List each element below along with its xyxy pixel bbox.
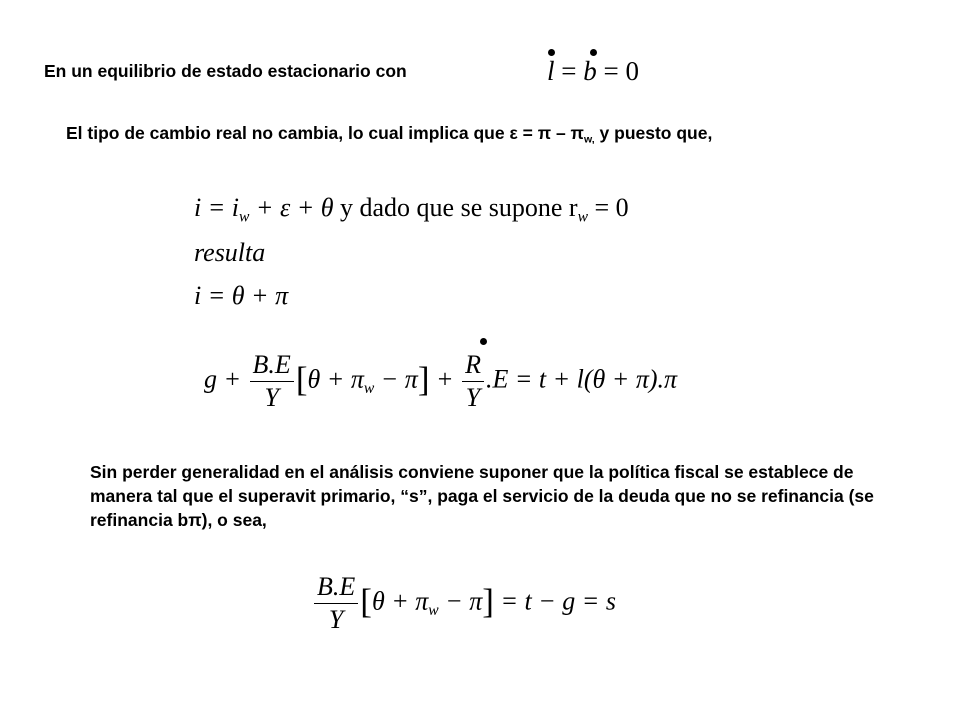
- budget-bracket-tail: − π: [374, 364, 418, 394]
- paragraph-real-exchange: [66, 122, 826, 152]
- steady-state-equation: [547, 58, 639, 85]
- budget-frac2-den: Y: [462, 381, 484, 411]
- budget-bracket-close: ]: [417, 359, 430, 399]
- l-dot-symbol: l: [547, 56, 555, 86]
- surplus-bracket-open: [: [360, 581, 372, 621]
- interest-sub-w: w: [239, 208, 250, 226]
- intro-text: En un equilibrio de estado estacionario con: [44, 61, 407, 81]
- budget-equation: [204, 352, 677, 411]
- surplus-fraction-be-y: [314, 574, 358, 633]
- paragraph1-text-after: y puesto que,: [594, 123, 713, 143]
- budget-fraction-be-y: [250, 352, 294, 411]
- interest-rhs: + ε + θ: [249, 193, 334, 222]
- paragraph1-formula-sub: w,: [583, 133, 595, 146]
- interest-r-rhs: = 0: [587, 193, 629, 222]
- paragraph1-text-before: El tipo de cambio real no cambia, lo cual implica que: [66, 123, 510, 143]
- budget-fraction-r-y: [462, 352, 484, 411]
- paragraph-fiscal-policy: Sin perder generalidad en el análisis conviene suponer que la política fiscal se establece de manera tal que el superavit primario, “s”, paga el servicio de la deuda que no se refinancia (se refinancia bπ), o sea,: [90, 462, 874, 530]
- surplus-frac-den: Y: [314, 603, 358, 633]
- interest-lhs: i = i: [194, 193, 239, 222]
- surplus-equation: [312, 574, 616, 633]
- interest-r-sub: w: [577, 208, 588, 226]
- budget-plus: +: [429, 364, 461, 394]
- equals-zero: = 0: [596, 56, 639, 86]
- surplus-bracket-close: ]: [482, 581, 494, 621]
- surplus-bracket-sub: w: [428, 601, 439, 619]
- budget-frac2-num: R: [465, 350, 481, 379]
- dot-over-l-icon: [548, 49, 555, 56]
- budget-frac1-num: B.E: [252, 350, 291, 379]
- equals-sign: =: [554, 56, 584, 86]
- surplus-bracket-content: θ + π: [371, 586, 429, 616]
- resulta-word: resulta: [194, 238, 266, 267]
- dot-over-r-icon: [480, 338, 487, 345]
- interest-text: y dado que se supone r: [333, 193, 578, 222]
- dot-over-b-icon: [590, 49, 597, 56]
- budget-tail: .E = t + l(θ + π).π: [485, 364, 678, 394]
- surplus-frac-num: B.E: [317, 572, 356, 601]
- surplus-bracket-tail: − π: [438, 586, 483, 616]
- interest-equation: [194, 195, 629, 225]
- surplus-rhs: = t − g = s: [493, 586, 616, 616]
- result-equation: i = θ + π: [194, 281, 289, 310]
- budget-bracket-sub: w: [363, 379, 375, 397]
- budget-bracket-open: [: [295, 359, 308, 399]
- b-dot-symbol: b: [583, 56, 597, 86]
- budget-bracket-content: θ + π: [307, 364, 364, 394]
- paragraph1-formula: ε = π – π: [509, 123, 584, 143]
- budget-frac1-den: Y: [250, 381, 294, 411]
- budget-g: g +: [204, 364, 248, 394]
